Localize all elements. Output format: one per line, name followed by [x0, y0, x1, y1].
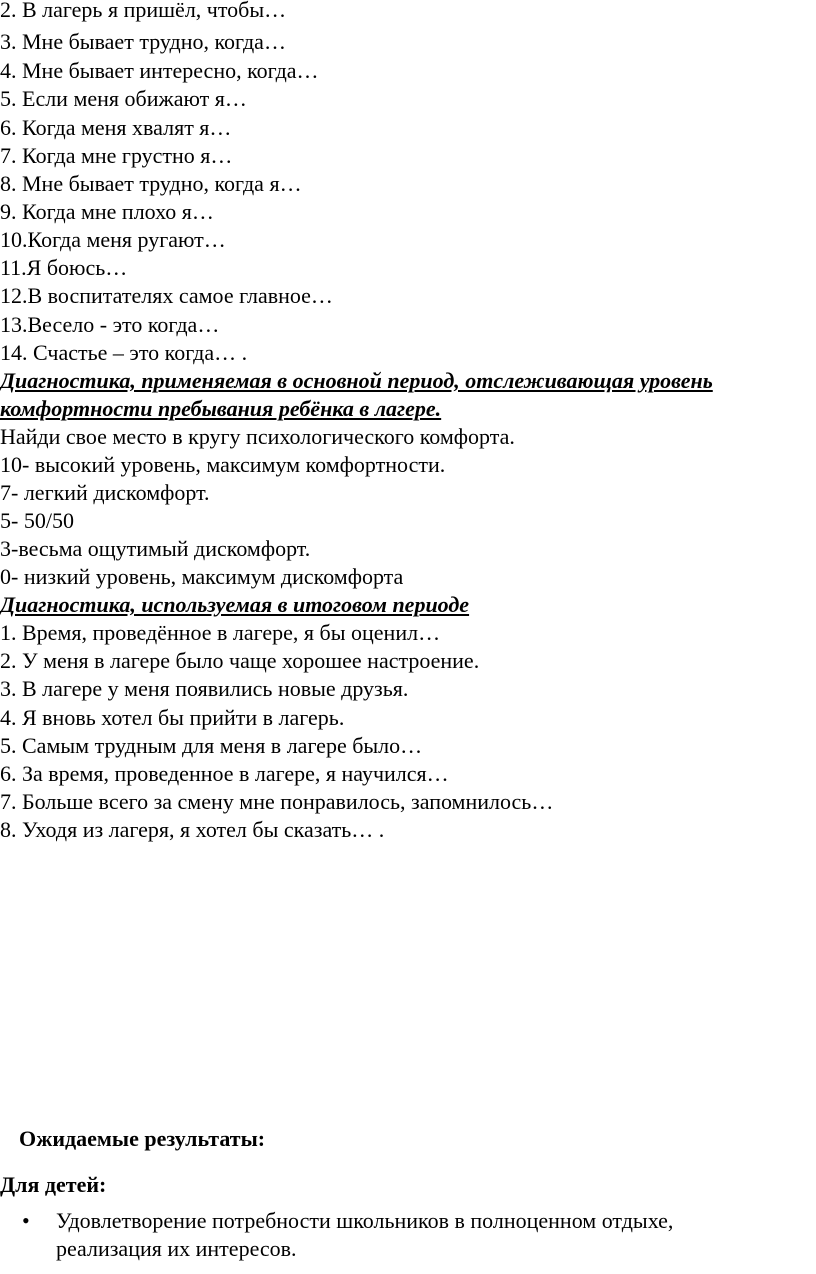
comfort-instruction: Найди свое место в кругу психологического комфорта. [0, 424, 515, 449]
question-item: 3. Мне бывает трудно, когда… [0, 29, 286, 54]
final-question-item: 8. Уходя из лагеря, я хотел бы сказать… . [0, 817, 385, 842]
section-heading-main-period-line2: комфортности пребывания ребёнка в лагере. [0, 396, 442, 421]
comfort-level-item: 3-весьма ощутимый дискомфорт. [0, 536, 311, 561]
for-children-label: Для детей: [0, 1172, 107, 1197]
final-question-item: 5. Самым трудным для меня в лагере было… [0, 733, 423, 758]
bullet-text-line1: Удовлетворение потребности школьников в полноценном отдыхе, [56, 1208, 674, 1233]
question-item: 7. Когда мне грустно я… [0, 143, 233, 168]
bullet-text-line2: реализация их интересов. [56, 1236, 297, 1261]
final-question-item: 7. Больше всего за смену мне понравилось, запомнилось… [0, 789, 554, 814]
section-heading-main-period-line1: Диагностика, применяемая в основной период, отслеживающая уровень [0, 368, 713, 393]
question-item: 12.В воспитателях самое главное… [0, 283, 333, 308]
question-item: 9. Когда мне плохо я… [0, 199, 214, 224]
question-item: 10.Когда меня ругают… [0, 227, 226, 252]
section-heading-final-period: Диагностика, используемая в итоговом периоде [0, 592, 470, 617]
final-question-item: 1. Время, проведённое в лагере, я бы оценил… [0, 620, 441, 645]
question-item: 5. Если меня обижают я… [0, 86, 247, 111]
question-item: 11.Я боюсь… [0, 255, 128, 280]
question-item: 14. Счастье – это когда… . [0, 340, 248, 365]
comfort-level-item: 10- высокий уровень, максимум комфортности. [0, 452, 446, 477]
question-item: 13.Весело - это когда… [0, 312, 220, 337]
results-heading: Ожидаемые результаты: [19, 1126, 266, 1151]
comfort-level-item: 7- легкий дискомфорт. [0, 480, 210, 505]
comfort-level-item: 5- 50/50 [0, 508, 74, 533]
question-item: 8. Мне бывает трудно, когда я… [0, 171, 302, 196]
comfort-level-item: 0- низкий уровень, максимум дискомфорта [0, 564, 404, 589]
question-item: 4. Мне бывает интересно, когда… [0, 58, 319, 83]
final-question-item: 4. Я вновь хотел бы прийти в лагерь. [0, 705, 345, 730]
final-question-item: 3. В лагере у меня появились новые друзья. [0, 676, 409, 701]
question-item: 6. Когда меня хвалят я… [0, 115, 232, 140]
results-bullet-item [0, 1207, 816, 1263]
final-question-item: 6. За время, проведенное в лагере, я научился… [0, 761, 449, 786]
bullet-icon: • [22, 1208, 30, 1233]
question-item: 2. В лагерь я пришёл, чтобы… [0, 0, 287, 22]
results-bullet-list [0, 1207, 816, 1263]
final-question-item: 2. У меня в лагере было чаще хорошее настроение. [0, 648, 480, 673]
